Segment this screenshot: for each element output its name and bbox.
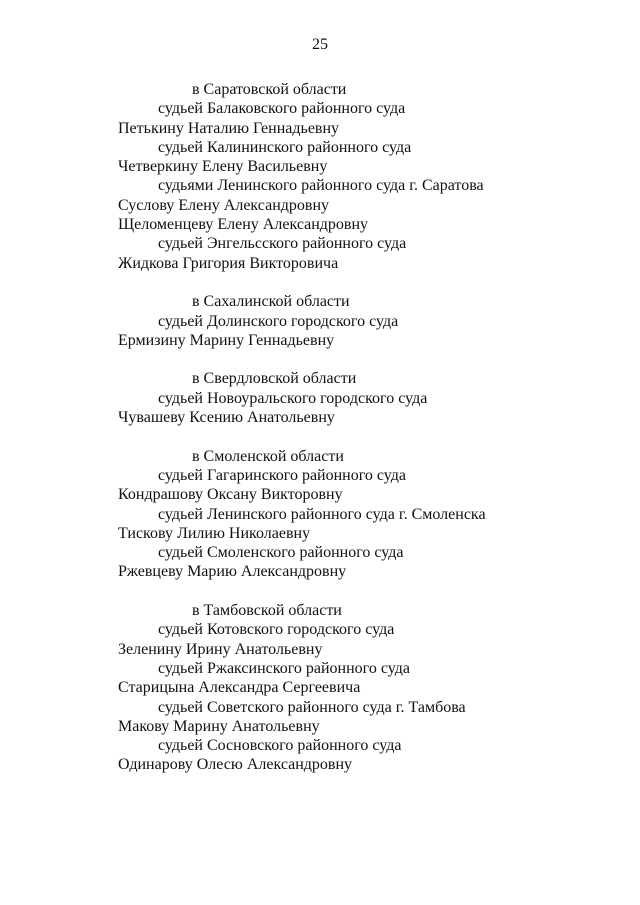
judge-name: Старицына Александра Сергеевича: [118, 679, 361, 697]
judge-name: Ржевцеву Марию Александровну: [118, 563, 347, 581]
region-block: [118, 369, 618, 427]
region-block: [118, 601, 618, 775]
page-number: 25: [312, 36, 328, 53]
judge-name: Зеленину Ирину Анатольевну: [118, 640, 323, 658]
judge-name: Щеломенцеву Елену Александровну: [118, 216, 369, 234]
judge-name: Ермизину Марину Геннадьевну: [118, 331, 335, 349]
judge-name: Тискову Лилию Николаевну: [118, 524, 311, 542]
court-line: судьей Новоуральского городского суда: [158, 389, 428, 407]
court-line: судьей Сосновского районного суда: [158, 737, 402, 755]
court-line: судьей Котовского городского суда: [158, 621, 395, 639]
judge-name: Чувашеву Ксению Анатольевну: [118, 409, 335, 427]
court-line: судьей Ржаксинского районного суда: [158, 659, 410, 677]
court-line: судьей Гагаринского районного суда: [158, 466, 407, 484]
region-block: [118, 292, 618, 350]
judge-name: Суслову Елену Александровну: [118, 196, 330, 214]
region-heading: в Смоленской области: [192, 447, 344, 465]
judge-name: Одинарову Олесю Александровну: [118, 756, 353, 774]
court-line: судьей Советского районного суда г. Тамбова: [158, 698, 466, 716]
judge-name: Жидкова Григория Викторовича: [118, 254, 339, 272]
appointments-list: [118, 80, 618, 794]
court-line: судьей Балаковского районного суда: [158, 100, 406, 118]
court-line: судьей Смоленского районного суда: [158, 544, 404, 562]
judge-name: Четверкину Елену Васильевну: [118, 158, 328, 176]
court-line: судьей Энгельсского районного суда: [158, 235, 407, 253]
court-line: судьями Ленинского районного суда г. Саратова: [158, 177, 484, 195]
court-line: судьей Долинского городского суда: [158, 312, 399, 330]
judge-name: Кондрашову Оксану Викторовну: [118, 486, 343, 504]
region-heading: в Сахалинской области: [192, 293, 350, 311]
court-line: судьей Калининского районного суда: [158, 138, 412, 156]
region-heading: в Тамбовской области: [192, 602, 342, 620]
court-line: судьей Ленинского районного суда г. Смоленска: [158, 505, 486, 523]
region-heading: в Свердловской области: [192, 370, 357, 388]
region-block: [118, 447, 618, 582]
judge-name: Макову Марину Анатольевну: [118, 717, 320, 735]
region-heading: в Саратовской области: [192, 81, 347, 98]
region-block: [118, 80, 618, 273]
judge-name: Петькину Наталию Геннадьевну: [118, 119, 340, 137]
